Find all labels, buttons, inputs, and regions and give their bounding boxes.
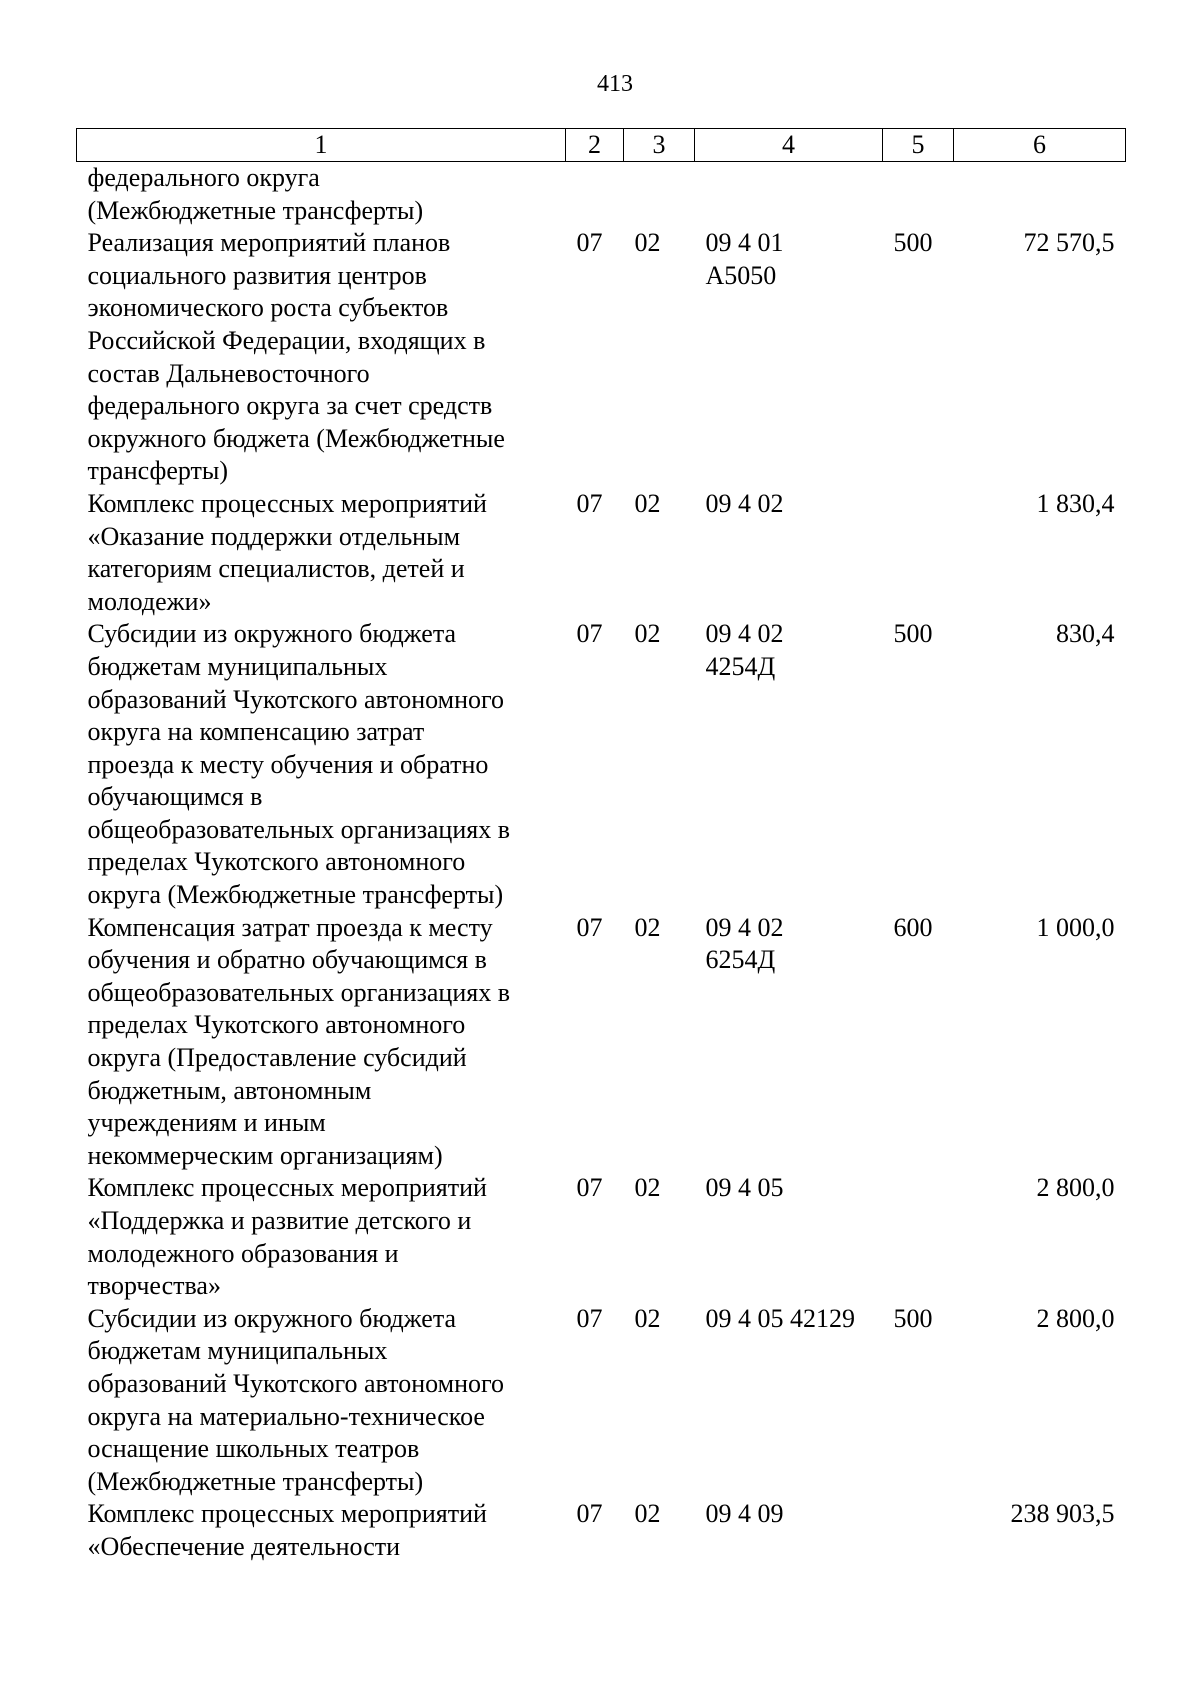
- row-name-line: общеобразовательных организациях в: [87, 977, 510, 1007]
- row-expense-type-code: 600: [893, 912, 933, 942]
- table-row: [77, 618, 1126, 911]
- row-name-line: (Межбюджетные трансферты): [87, 195, 424, 225]
- row-section-code: 07: [576, 619, 603, 649]
- header-cell-5: 5: [883, 129, 954, 162]
- row-name-line: округа на компенсацию затрат: [87, 717, 425, 747]
- row-name-line: федерального округа за счет средств: [87, 391, 493, 421]
- row-section-code: 07: [576, 228, 603, 258]
- row-name-line: бюджетам муниципальных: [87, 651, 388, 681]
- row-target-code-cell: [695, 1172, 883, 1302]
- row-name-line: некоммерческим организациям): [87, 1140, 443, 1170]
- row-name-line: окружного бюджета (Межбюджетные: [87, 423, 505, 453]
- row-name-line: трансферты): [87, 456, 229, 486]
- row-target-code-line: 09 4 02: [705, 912, 784, 942]
- row-expense-type-code: [883, 1172, 954, 1302]
- row-section-code: 07: [576, 1499, 603, 1529]
- row-name-line: образований Чукотского автономного: [87, 684, 505, 714]
- row-name-line: обучающимся в: [87, 782, 263, 812]
- row-name-line: пределах Чукотского автономного: [87, 847, 466, 877]
- row-amount: 1 000,0: [1036, 912, 1115, 942]
- row-name-line: (Межбюджетные трансферты): [87, 1466, 424, 1496]
- row-name-line: общеобразовательных организациях в: [87, 814, 510, 844]
- row-name-cell: [77, 1303, 566, 1499]
- row-subsection-code: [624, 162, 695, 228]
- row-name-line: «Обеспечение деятельности: [87, 1531, 401, 1561]
- row-target-code-line: 09 4 02: [705, 488, 784, 518]
- row-target-code-line: 09 4 01: [705, 228, 784, 258]
- table-row: [77, 912, 1126, 1173]
- row-target-code-cell: [695, 1303, 883, 1499]
- row-amount: 830,4: [1056, 619, 1115, 649]
- row-name-line: Российской Федерации, входящих в: [87, 325, 486, 355]
- row-name-line: состав Дальневосточного: [87, 358, 370, 388]
- row-name-cell: [77, 227, 566, 488]
- row-name-cell: [77, 1172, 566, 1302]
- header-cell-3: 3: [624, 129, 695, 162]
- row-name-line: округа (Межбюджетные трансферты): [87, 880, 504, 910]
- table-body: [77, 162, 1126, 1564]
- row-name-line: Комплекс процессных мероприятий: [87, 1499, 487, 1529]
- row-name-line: творчества»: [87, 1271, 221, 1301]
- row-expense-type-code: [883, 488, 954, 618]
- row-name-line: экономического роста субъектов: [87, 293, 449, 323]
- row-target-code-line: 4254Д: [705, 651, 776, 681]
- row-name-cell: [77, 488, 566, 618]
- table-row: [77, 227, 1126, 488]
- row-name-cell: [77, 912, 566, 1173]
- row-name-line: округа на материально-техническое: [87, 1401, 485, 1431]
- row-expense-type-code: 500: [893, 619, 933, 649]
- row-subsection-code: 02: [634, 488, 661, 518]
- row-target-code-cell: [695, 618, 883, 911]
- row-name-line: бюджетным, автономным: [87, 1075, 372, 1105]
- row-name-cell: [77, 162, 566, 228]
- row-expense-type-code: 500: [893, 1303, 933, 1333]
- row-name-line: Комплекс процессных мероприятий: [87, 1173, 487, 1203]
- row-name-line: молодежи»: [87, 586, 212, 616]
- table-row: [77, 162, 1126, 228]
- budget-table: [76, 128, 1126, 1564]
- row-name-cell: [77, 618, 566, 911]
- row-target-code-line: 09 4 05 42129: [705, 1303, 855, 1333]
- row-subsection-code: 02: [634, 228, 661, 258]
- row-amount: 2 800,0: [1036, 1173, 1115, 1203]
- row-name-line: проезда к месту обучения и обратно: [87, 749, 489, 779]
- row-section-code: 07: [576, 1173, 603, 1203]
- row-amount: [954, 162, 1126, 228]
- table-row: [77, 1498, 1126, 1563]
- row-name-line: обучения и обратно обучающимся в: [87, 945, 487, 975]
- row-target-code-line: 09 4 09: [705, 1499, 784, 1529]
- row-amount: 2 800,0: [1036, 1303, 1115, 1333]
- row-target-code-line: 6254Д: [705, 945, 776, 975]
- row-name-line: пределах Чукотского автономного: [87, 1010, 466, 1040]
- header-row: [77, 129, 1126, 162]
- row-target-code-cell: [695, 227, 883, 488]
- row-name-line: округа (Предоставление субсидий: [87, 1043, 467, 1073]
- row-section-code: 07: [576, 1303, 603, 1333]
- row-name-cell: [77, 1498, 566, 1563]
- row-name-line: федерального округа: [87, 163, 320, 192]
- row-name-line: категориям специалистов, детей и: [87, 554, 465, 584]
- row-name-line: учреждениям и иным: [87, 1108, 326, 1138]
- header-cell-2: 2: [566, 129, 624, 162]
- row-name-line: Компенсация затрат проезда к месту: [87, 912, 493, 942]
- row-name-line: Субсидии из окружного бюджета: [87, 1303, 457, 1333]
- row-name-line: оснащение школьных театров: [87, 1434, 420, 1464]
- row-target-code-cell: [695, 1498, 883, 1563]
- row-subsection-code: 02: [634, 1303, 661, 1333]
- row-section-code: [566, 162, 624, 228]
- row-amount: 72 570,5: [1023, 228, 1115, 258]
- row-target-code-line: 09 4 05: [705, 1173, 784, 1203]
- header-cell-6: 6: [954, 129, 1126, 162]
- row-section-code: 07: [576, 912, 603, 942]
- row-name-line: Реализация мероприятий планов: [87, 228, 451, 258]
- row-expense-type-code: [883, 162, 954, 228]
- row-section-code: 07: [576, 488, 603, 518]
- table-row: [77, 1172, 1126, 1302]
- row-target-code-line: 09 4 02: [705, 619, 784, 649]
- row-amount: 1 830,4: [1036, 488, 1115, 518]
- row-target-code-cell: [695, 162, 883, 228]
- row-target-code-cell: [695, 912, 883, 1173]
- row-subsection-code: 02: [634, 619, 661, 649]
- row-name-line: образований Чукотского автономного: [87, 1368, 505, 1398]
- row-target-code-line: А5050: [705, 260, 777, 290]
- table-row: [77, 488, 1126, 618]
- row-subsection-code: 02: [634, 1173, 661, 1203]
- row-subsection-code: 02: [634, 1499, 661, 1529]
- row-target-code-cell: [695, 488, 883, 618]
- header-cell-1: 1: [77, 129, 566, 162]
- page-number: 413: [597, 71, 633, 97]
- table-row: [77, 1303, 1126, 1499]
- row-subsection-code: 02: [634, 912, 661, 942]
- row-name-line: бюджетам муниципальных: [87, 1336, 388, 1366]
- row-name-line: «Оказание поддержки отдельным: [87, 521, 461, 551]
- row-name-line: социального развития центров: [87, 260, 427, 290]
- row-expense-type-code: 500: [893, 228, 933, 258]
- row-name-line: Комплекс процессных мероприятий: [87, 488, 487, 518]
- row-amount: 238 903,5: [1010, 1499, 1115, 1529]
- row-expense-type-code: [883, 1498, 954, 1563]
- header-cell-4: 4: [695, 129, 883, 162]
- row-name-line: Субсидии из окружного бюджета: [87, 619, 457, 649]
- row-name-line: молодежного образования и: [87, 1238, 399, 1268]
- row-name-line: «Поддержка и развитие детского и: [87, 1206, 472, 1235]
